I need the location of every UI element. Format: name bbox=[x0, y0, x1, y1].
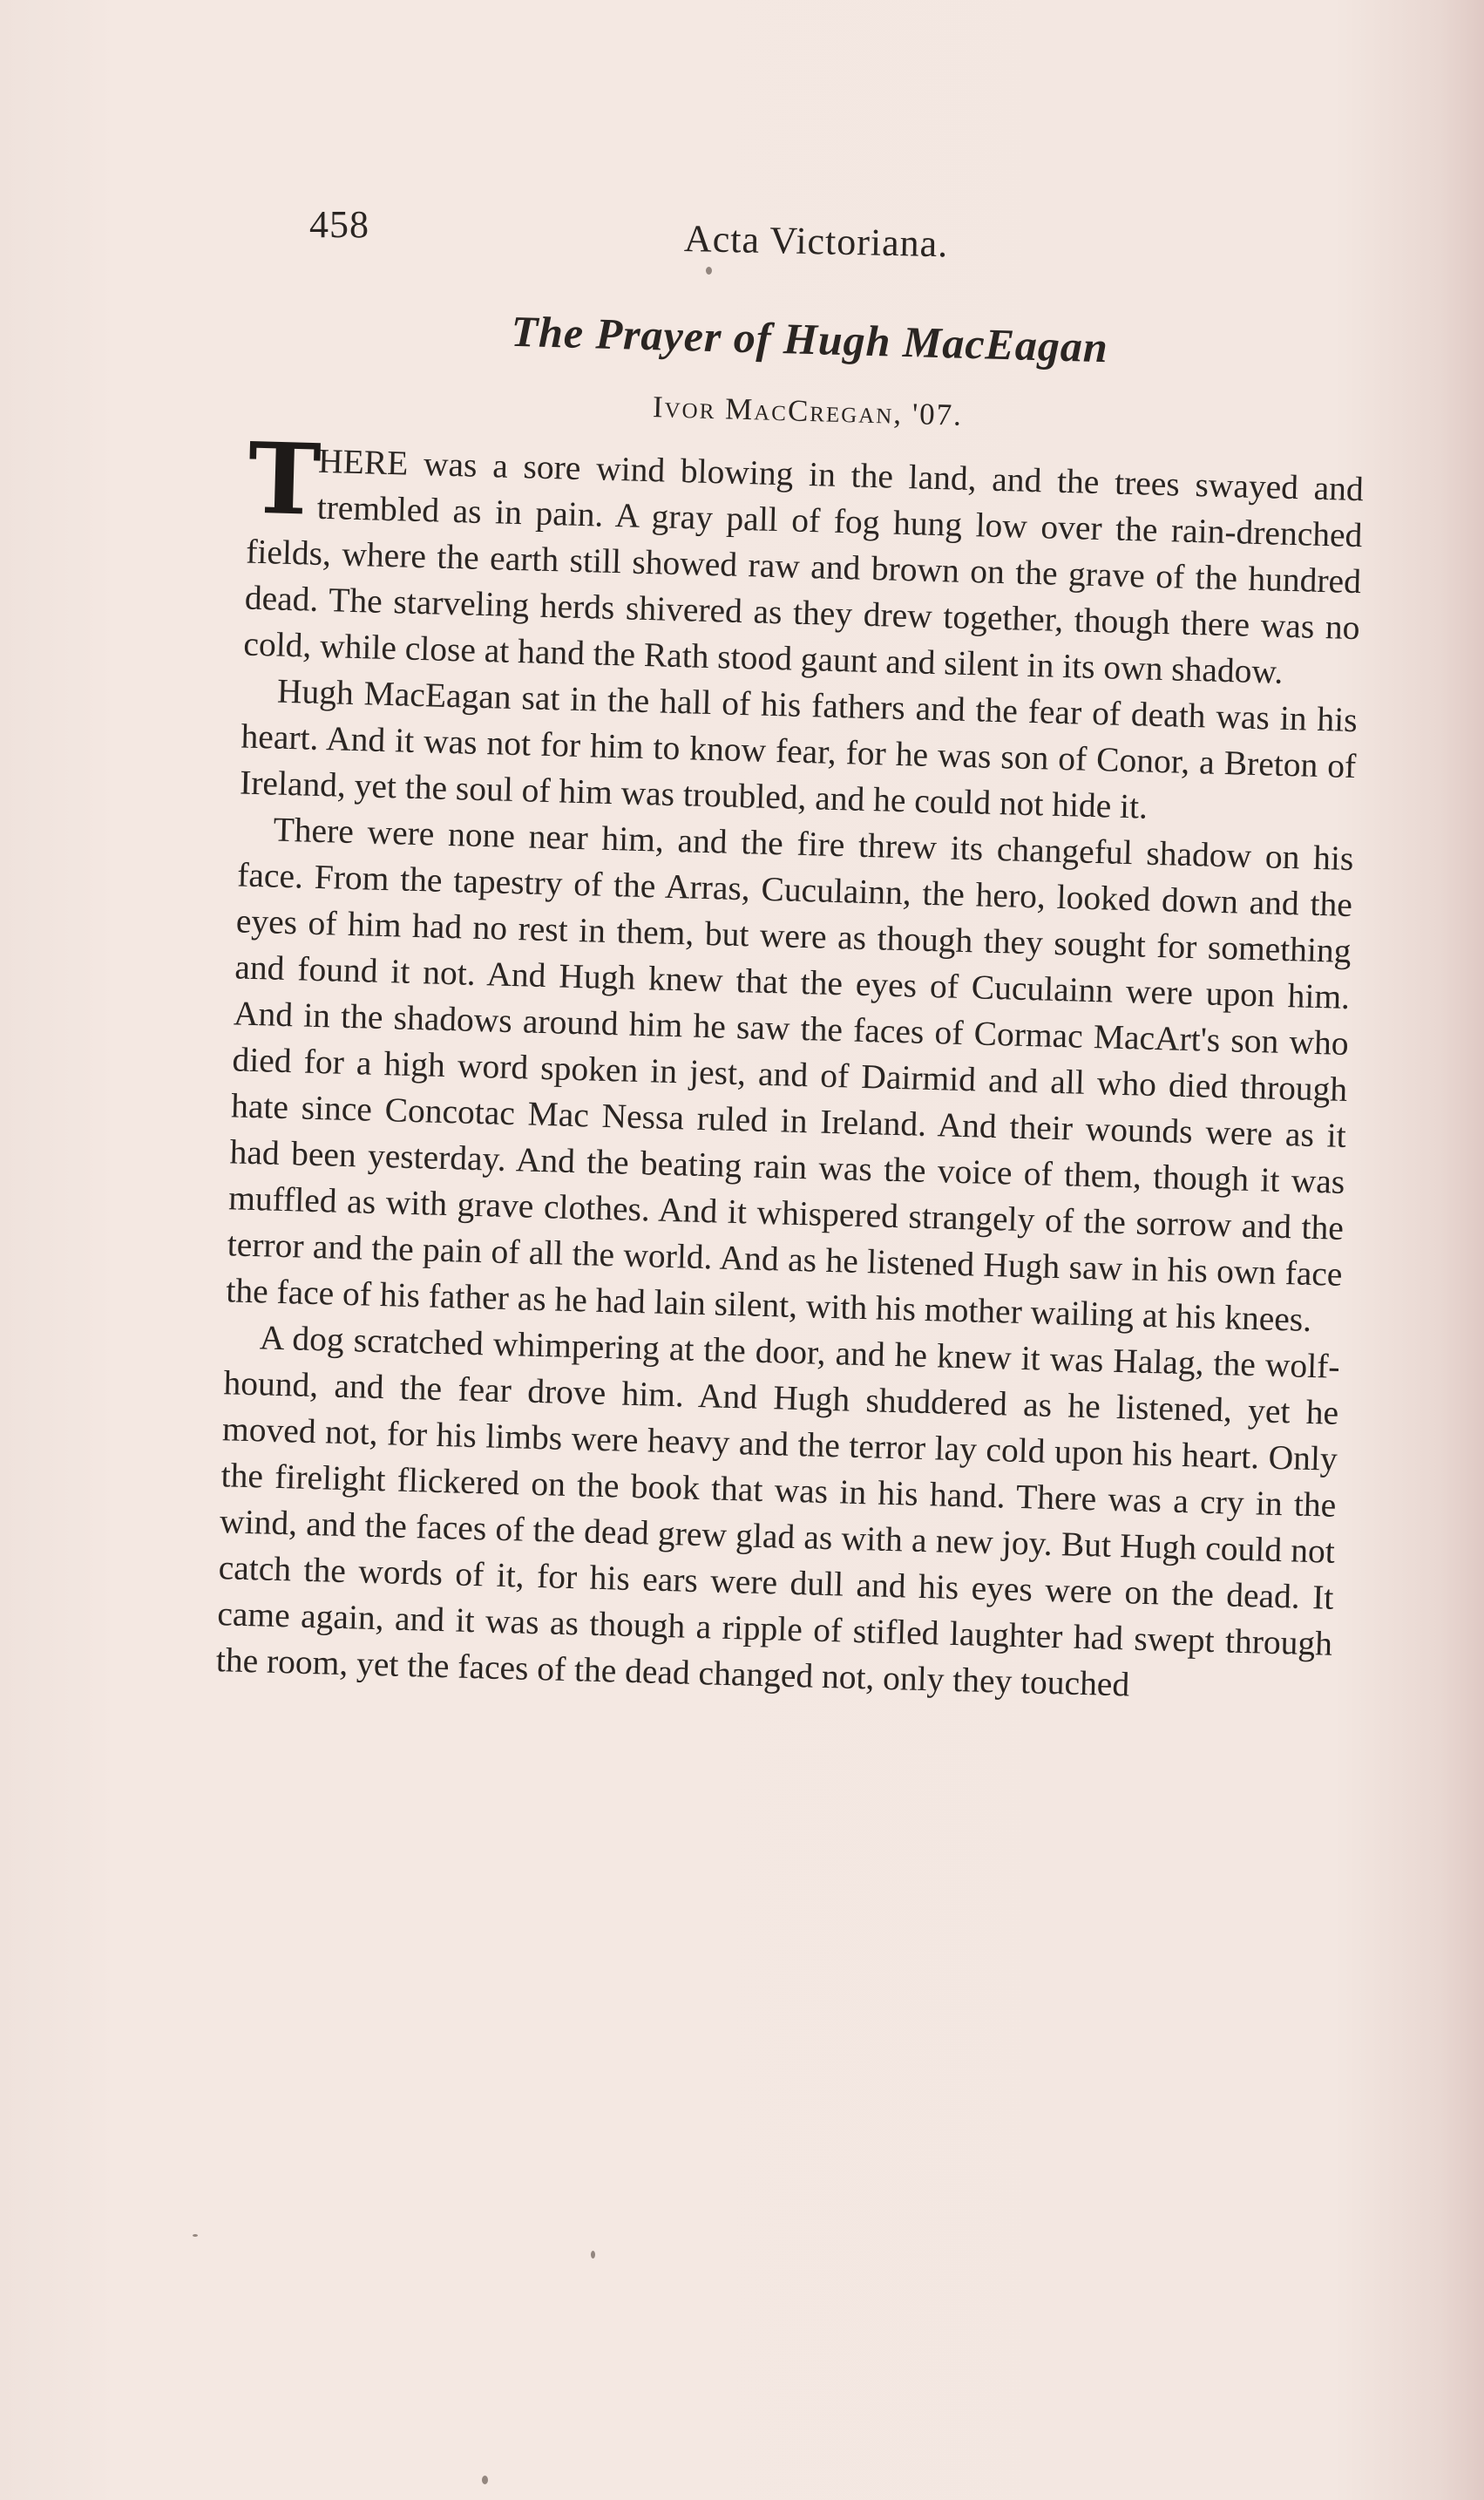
paragraph-1 bbox=[242, 421, 1365, 698]
paragraph-4: A dog scratched whimpering at the door, and he knew it was Halag, the wolf-hound, and the fear drove him. And Hugh shuddered as he listened, yet he moved not, for his limbs were heavy and the terror lay cold upon his heart. Only the firelight flickered on the book that was in his hand. There was a cry in the wind, and the faces of the dead grew glad as with a new joy. But Hugh could not catch the words of it, for his ears were dull and his eyes were on the dead. It came again, and it was as though a ripple of stifled laughter had swept through the room, yet the faces of the dead changed not, only they touched bbox=[215, 1318, 1341, 1704]
running-title: Acta Victoriana. bbox=[683, 217, 949, 266]
paragraph-3: There were none near him, and the fire threw its changeful shadow on his face. From the tapestry of the Arras, Cuculainn, the hero, looked down and the eyes of him had no rest in them, but were as though they sought for something and found it not. And Hugh knew that the eyes of Cuculainn were upon him. And in the shadows around him he saw the faces of Cormac MacArt's son who died for a high word spoken in jest, and of Dairmid and all who died through hate since Concotac Mac Nessa ruled in Ireland. And their wounds were as it had been yesterday. And the beating rain was the voice of them, though it was muffled as with grave clothes. And it whispered strangely of the sorrow and the terror and the pain of all the world. And as he listened Hugh saw in his own face the face of his father as he had lain silent, with his mother wailing at his knees. bbox=[225, 810, 1354, 1339]
paragraph-2: Hugh MacEagan sat in the hall of his fathers and the fear of death was in his heart. And it was not for him to know fear, for he was son of Conor, a Breton of Ireland, yet the soul of him was troubled, and he could not hide it. bbox=[239, 671, 1359, 826]
paragraph-1-text: HERE was a sore wind blowing in the land, and the trees swayed and trembled as in pain. A gray pall of fog hung low over the rain-drenched fields, where the earth still showed raw and brown on the grave of the hundred dead. The starveling herds shivered as they drew together, though there was no cold, while close at hand the Rath stood gaunt and silent in its own shadow. bbox=[242, 441, 1365, 691]
paper-speck bbox=[193, 2234, 198, 2237]
paper-speck bbox=[482, 2476, 488, 2484]
article-byline: Ivor MacCregan, '07. bbox=[652, 390, 964, 432]
page-header bbox=[309, 202, 1006, 272]
page-number: 458 bbox=[309, 203, 369, 246]
paper-speck bbox=[591, 2251, 595, 2259]
article bbox=[215, 299, 1368, 1714]
paper-speck bbox=[706, 267, 712, 275]
article-body bbox=[215, 421, 1365, 1714]
drop-cap: T bbox=[246, 421, 322, 538]
article-title: The Prayer of Hugh MacEagan bbox=[510, 306, 1109, 372]
